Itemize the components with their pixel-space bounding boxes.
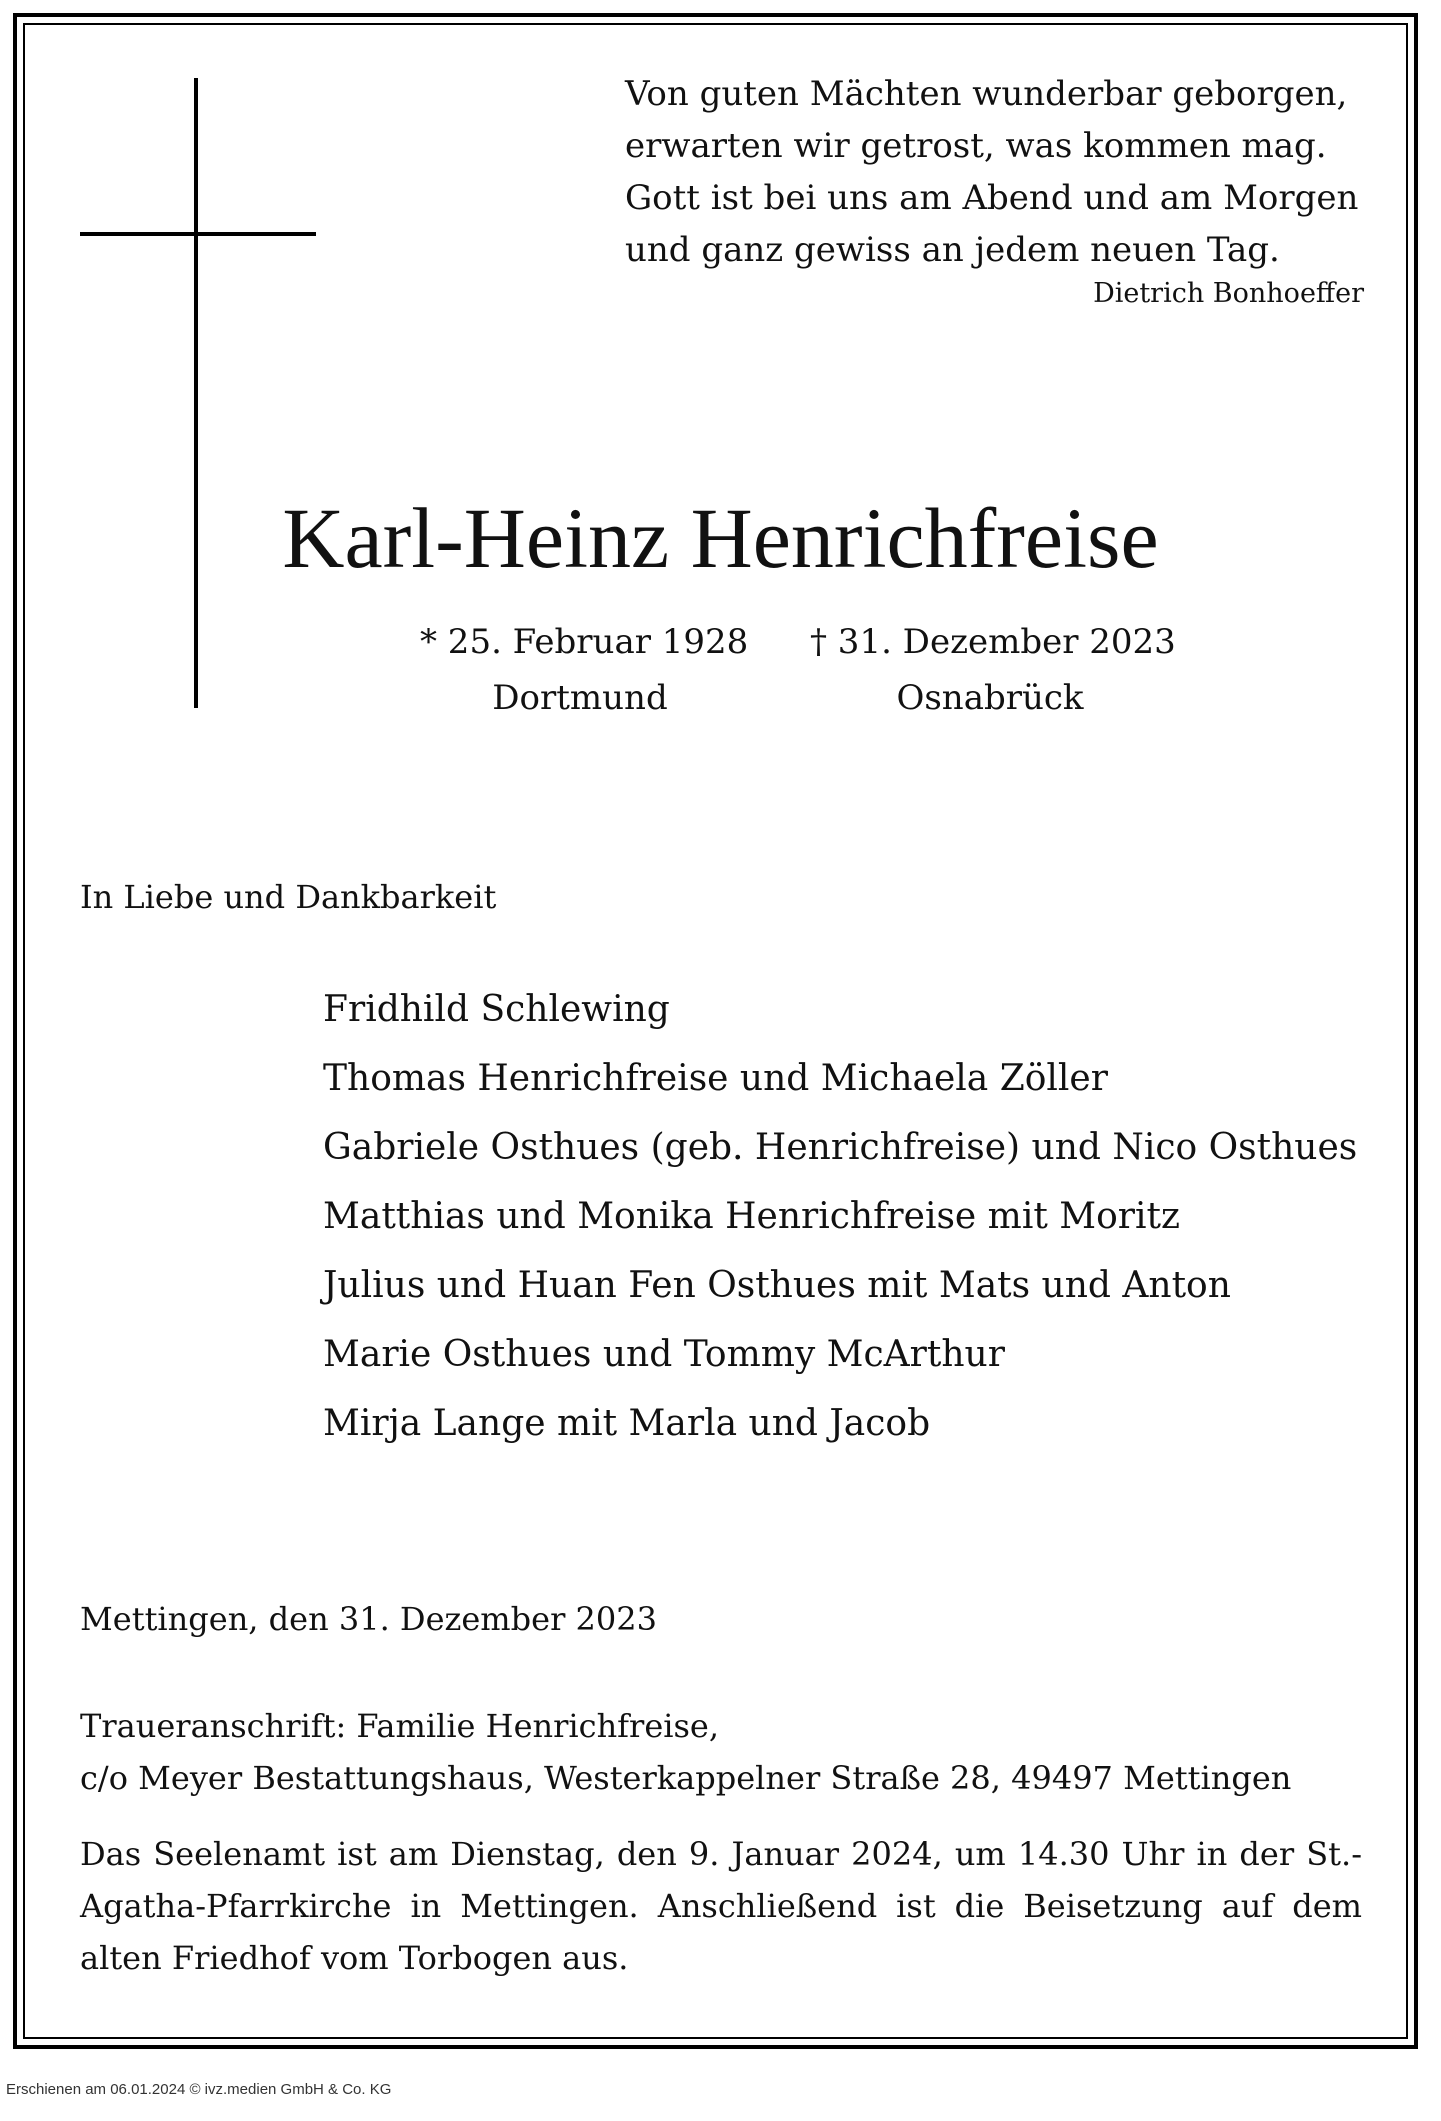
dedication-text: In Liebe und Dankbarkeit <box>80 878 497 916</box>
quote-line: Gott ist bei uns am Abend und am Morgen <box>625 178 1359 218</box>
mourner-entry: Thomas Henrichfreise und Michaela Zöller <box>323 1058 1108 1099</box>
condolence-address <box>80 1700 1291 1804</box>
quote-line: erwarten wir getrost, was kommen mag. <box>625 126 1327 166</box>
birth-date: * 25. Februar 1928 <box>420 622 749 662</box>
mourner-entry: Matthias und Monika Henrichfreise mit Moritz <box>323 1196 1180 1237</box>
mourners-list <box>323 975 1357 1458</box>
address-line: Traueranschrift: Familie Henrichfreise, <box>80 1707 720 1745</box>
place-and-date: Mettingen, den 31. Dezember 2023 <box>80 1600 657 1638</box>
death-date: † 31. Dezember 2023 <box>810 622 1176 662</box>
quote-author: Dietrich Bonhoeffer <box>1093 278 1364 309</box>
mourner-entry: Gabriele Osthues (geb. Henrichfreise) und Nico Osthues <box>323 1127 1358 1168</box>
birth-info <box>420 614 749 726</box>
quote-line: und ganz gewiss an jedem neuen Tag. <box>625 230 1280 270</box>
cross-horizontal-bar <box>80 232 316 236</box>
cross-vertical-bar <box>194 78 198 708</box>
funeral-service-info: Das Seelenamt ist am Dienstag, den 9. Januar 2024, um 14.30 Uhr in der St.-Agatha-Pfarrkirche in Mettingen. Anschließend ist die Beisetzung auf dem alten Friedhof vom Torbogen aus. <box>80 1835 1362 1977</box>
mourner-entry: Julius und Huan Fen Osthues mit Mats und Anton <box>323 1265 1231 1306</box>
bonhoeffer-quote <box>625 68 1365 276</box>
deceased-name: Karl-Heinz Henrichfreise <box>282 490 1159 586</box>
address-line: c/o Meyer Bestattungshaus, Westerkappelner Straße 28, 49497 Mettingen <box>80 1759 1292 1797</box>
publication-credit: Erschienen am 06.01.2024 © ivz.medien GmbH & Co. KG <box>6 2081 392 2098</box>
birth-place: Dortmund <box>492 678 668 718</box>
death-place: Osnabrück <box>896 678 1084 718</box>
quote-line: Von guten Mächten wunderbar geborgen, <box>625 74 1348 114</box>
mourner-entry: Mirja Lange mit Marla und Jacob <box>323 1403 931 1444</box>
mourner-entry: Marie Osthues und Tommy McArthur <box>323 1334 1005 1375</box>
mourner-entry: Fridhild Schlewing <box>323 989 670 1030</box>
death-info <box>810 614 1176 726</box>
